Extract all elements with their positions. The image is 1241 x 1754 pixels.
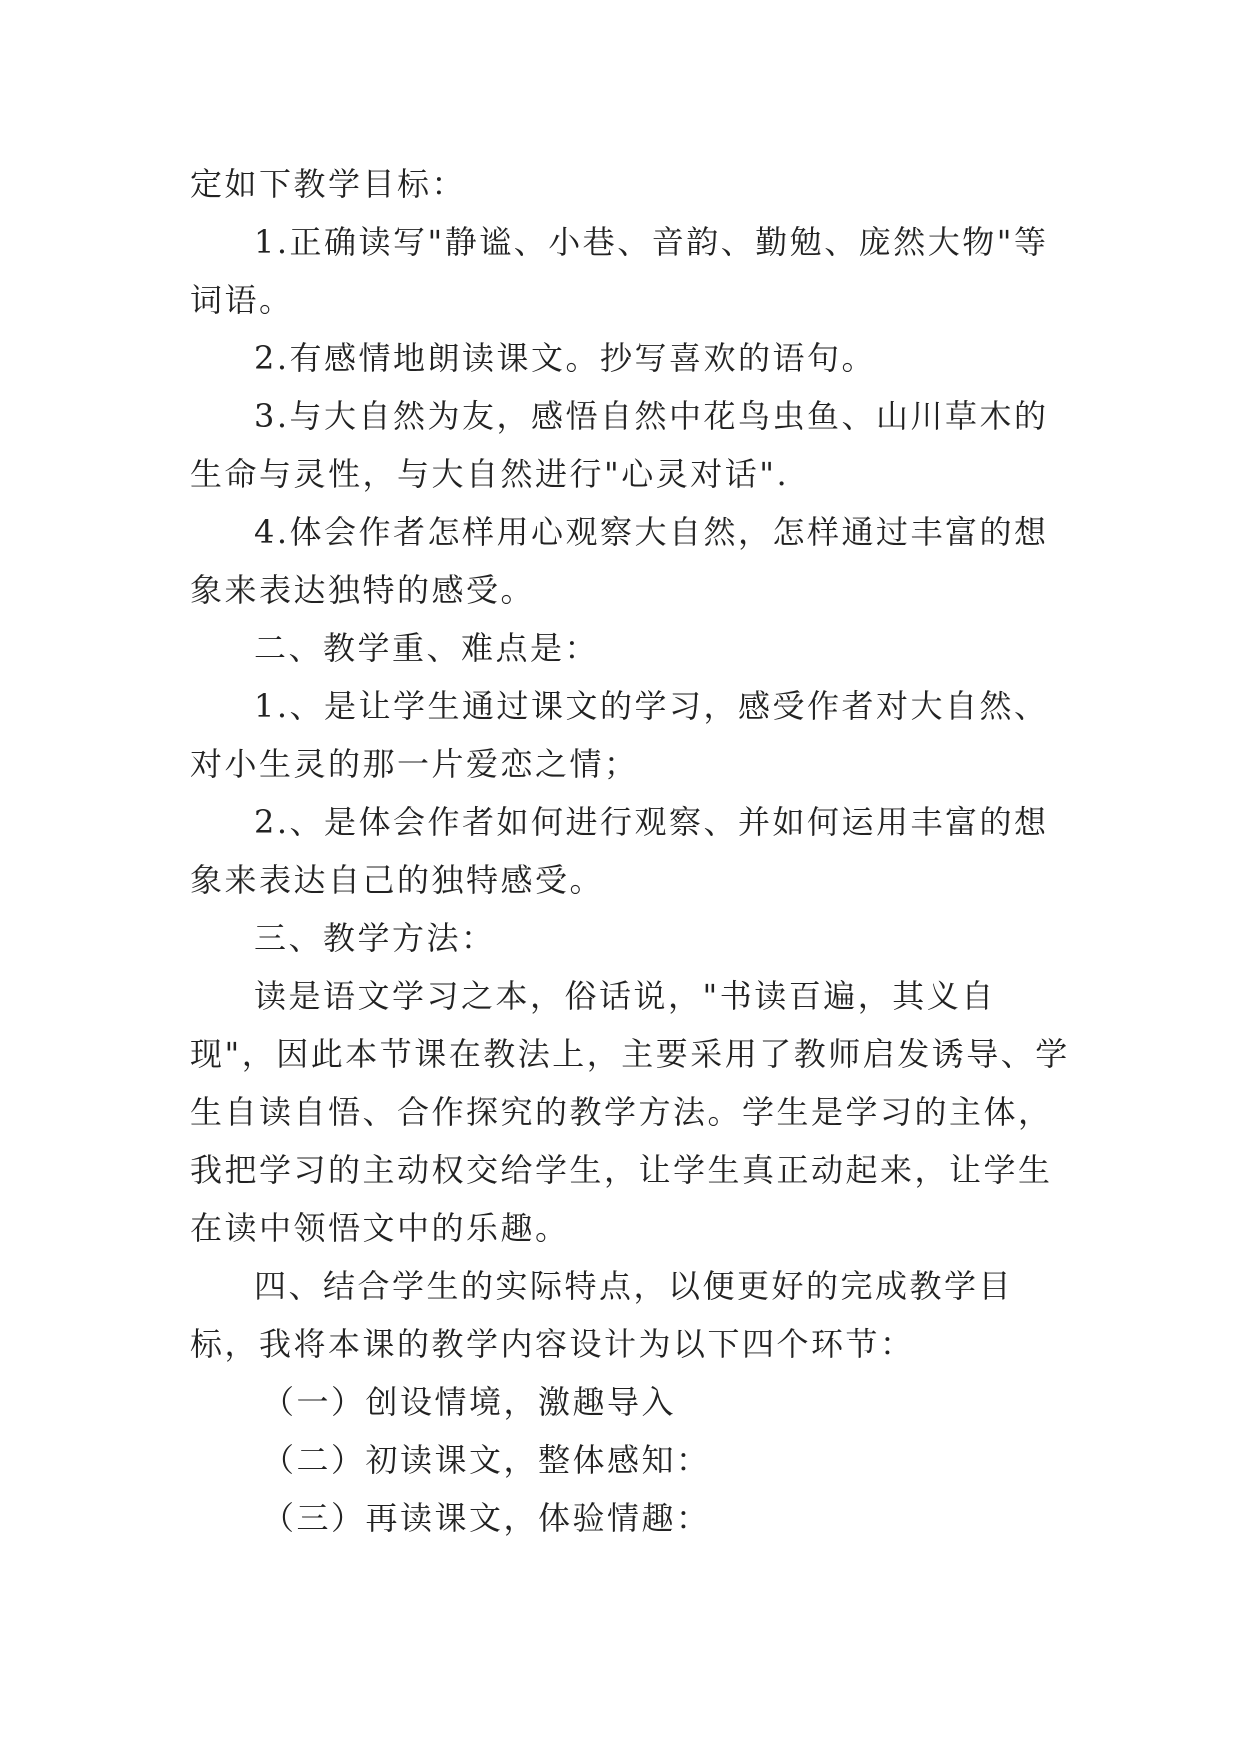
paragraph-intro: 定如下教学目标： [190,165,467,203]
methods-paragraph: 读是语文学习之本，俗话说，"书读百遍，其义自现"，因此本节课在教法上，主要采用了教师启发诱导、学生自读自悟、合作探究的教学方法。学生是学习的主体，我把学习的主动权交给学生，让学生真正动起来，让学生在读中领悟文中的乐趣。 [190,977,1070,1247]
objective-2: 2.有感情地朗读课文。抄写喜欢的语句。 [254,339,877,377]
document-body [190,155,1070,1547]
section-heading-methods: 三、教学方法： [254,919,496,957]
section-heading-key-points: 二、教学重、难点是： [254,629,600,667]
key-point-2: 2.、是体会作者如何进行观察、并如何运用丰富的想象来表达自己的独特感受。 [190,803,1049,899]
design-step-1: （一）创设情境，激趣导入 [262,1383,677,1421]
objective-1: 1.正确读写"静谧、小巷、音韵、勤勉、庞然大物"等词语。 [190,223,1049,319]
objective-3: 3.与大自然为友，感悟自然中花鸟虫鱼、山川草木的生命与灵性，与大自然进行"心灵对话". [190,397,1049,493]
design-step-2: （二）初读课文，整体感知： [262,1441,711,1479]
key-point-1: 1.、是让学生通过课文的学习，感受作者对大自然、对小生灵的那一片爱恋之情； [190,687,1049,783]
objective-4: 4.体会作者怎样用心观察大自然，怎样通过丰富的想象来表达独特的感受。 [190,513,1049,609]
section-heading-design: 四、结合学生的实际特点，以便更好的完成教学目标，我将本课的教学内容设计为以下四个环节： [190,1267,1014,1363]
design-step-3: （三）再读课文，体验情趣： [262,1499,711,1537]
